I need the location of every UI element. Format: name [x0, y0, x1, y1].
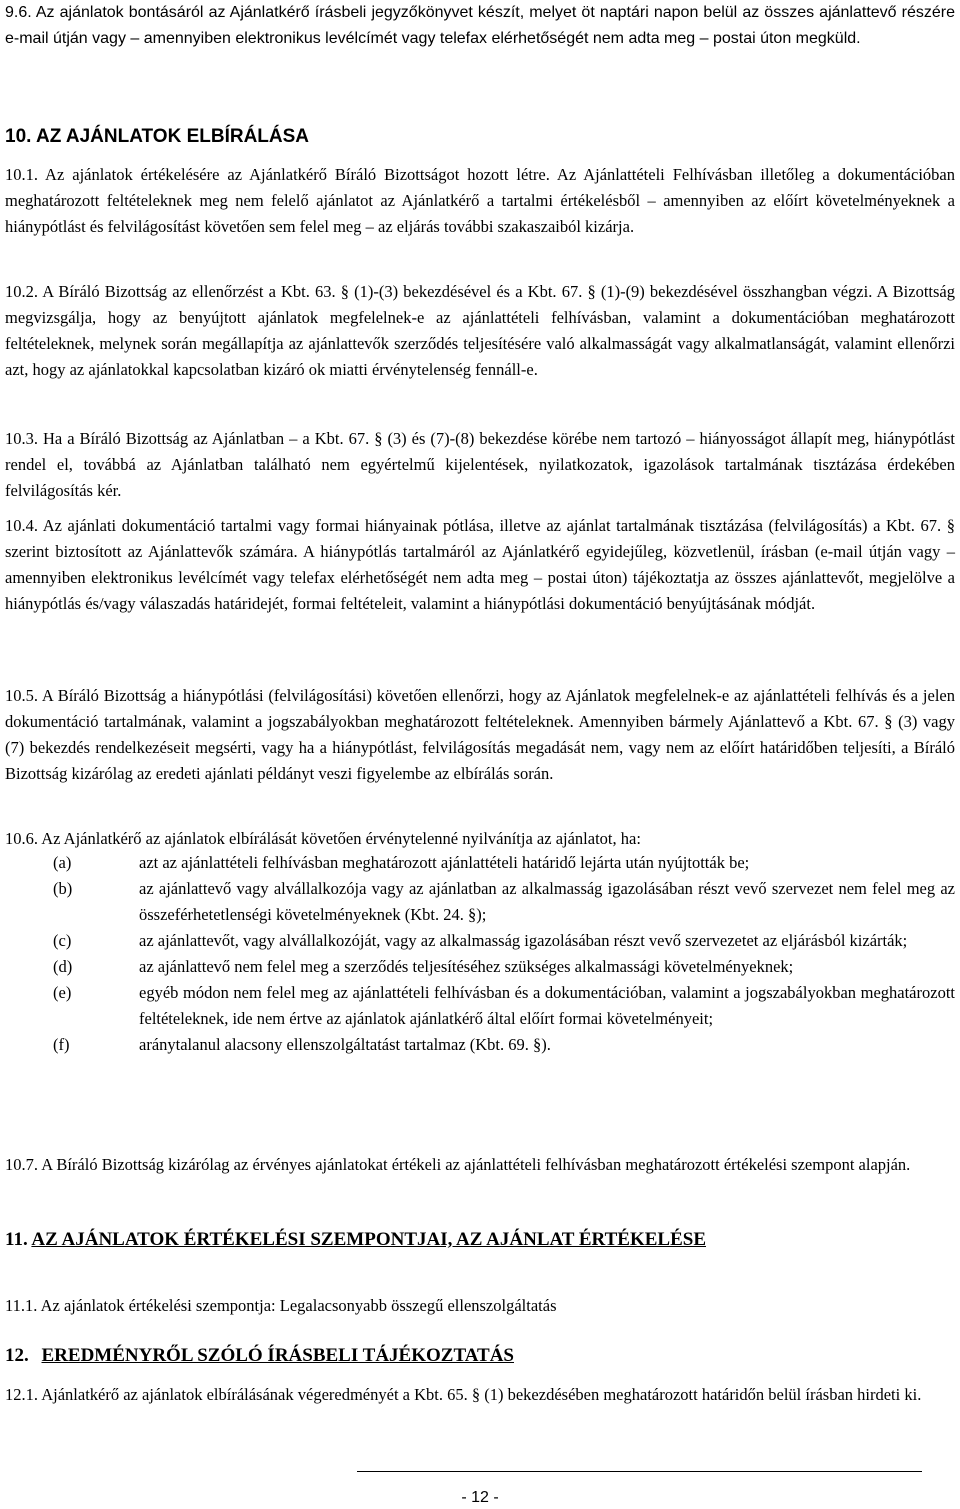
list-item-text: aránytalanul alacsony ellenszolgáltatást tartalmaz (Kbt. 69. §).: [139, 1035, 551, 1054]
list-item-text: az ajánlattevő nem felel meg a szerződés teljesítéséhez szükséges alkalmassági követelményeknek;: [139, 957, 794, 976]
list-item-label: (a): [53, 853, 72, 872]
paragraph-10-7: 10.7. A Bíráló Bizottság kizárólag az érvényes ajánlatokat értékeli az ajánlattételi felhívásban meghatározott értékelési szempont alapján.: [5, 1155, 911, 1174]
list-item-text: azt az ajánlattételi felhívásban meghatározott ajánlattételi határidő lejárta után nyújtották be;: [139, 853, 750, 872]
list-item-text: az ajánlattevő vagy alvállalkozója vagy az ajánlatban az alkalmasság igazolásában részt vevő szervezet nem felel meg az összeférhetetlenségi követelményeknek (Kbt. 24. §);: [139, 879, 955, 924]
list-item: [51, 850, 955, 876]
footer-divider: [357, 1471, 922, 1472]
paragraph-10-4: 10.4. Az ajánlati dokumentáció tartalmi vagy formai hiányainak pótlása, illetve az ajánlat tartalmának tisztázása (felvilágosítás) a Kbt. 67. § szerint biztosított az Ajánlattevők számára. A hiánypótlás tartalmáról az Ajánlatkérő egyidejűleg, közvetlenül, írásban (e-mail útján vagy – amennyiben elektronikus levélcímét vagy telefax elérhetőségét nem adta meg – postai úton) tájékoztatja az összes ajánlattevőt, megjelölve a hiánypótlás és/vagy válaszadás határidejét, formai feltételeit, valamint a hiánypótlási dokumentáció benyújtásának módját.: [5, 516, 955, 613]
section-heading-12-number: 12.: [5, 1345, 29, 1366]
list-item-text: az ajánlattevőt, vagy alvállalkozóját, vagy az alkalmasság igazolásában részt vevő szervezetet az eljárásból kizárták;: [139, 931, 908, 950]
paragraph-10-2: 10.2. A Bíráló Bizottság az ellenőrzést a Kbt. 63. § (1)-(3) bekezdésével és a Kbt. 67. § (1)-(9) bekezdésével összhangban végzi. A Bizottság megvizsgálja, hogy az benyújtott ajánlatok megfelelnek-e az ajánlattételi felhívásban, valamint a dokumentációban meghatározott feltételeknek, melynek során megállapítja az ajánlattevők szerződés teljesítésére való alkalmasságát vagy alkalmatlanságát, valamint ellenőrzi azt, hogy az ajánlatokkal kapcsolatban kizáró ok miatti érvénytelenség fennáll-e.: [5, 282, 955, 379]
list-item: [51, 1032, 955, 1058]
paragraph-12-1: 12.1. Ajánlatkérő az ajánlatok elbírálásának végeredményét a Kbt. 65. § (1) bekezdésében meghatározott határidőn belül írásban hirdeti ki.: [5, 1385, 922, 1404]
list-item-label: (e): [53, 983, 72, 1002]
page-number: - 12 -: [461, 1489, 499, 1506]
list-item-label: (f): [53, 1035, 70, 1054]
list-item: [51, 928, 955, 954]
list-item: [51, 954, 955, 980]
section-heading-11-title: AZ AJÁNLATOK ÉRTÉKELÉSI SZEMPONTJAI, AZ AJÁNLAT ÉRTÉKELÉSE: [31, 1229, 706, 1250]
paragraph-9-6: 9.6. Az ajánlatok bontásáról az Ajánlatkérő írásbeli jegyzőkönyvet készít, melyet öt naptári napon belül az összes ajánlattevő részére e-mail útján vagy – amennyiben elektronikus levélcímét vagy telefax elérhetőségét nem adta meg – postai úton megküld.: [5, 4, 955, 47]
section-heading-11-number: 11.: [5, 1229, 28, 1250]
list-item: [51, 876, 955, 928]
list-item-text: egyéb módon nem felel meg az ajánlattételi felhívásban és a dokumentációban, valamint a jogszabályokban meghatározott feltételeknek, ide nem értve az ajánlatok ajánlatkérő által előírt formai követelményeit;: [139, 983, 955, 1028]
invalidity-list: [51, 850, 955, 1058]
section-heading-12-title: EREDMÉNYRŐL SZÓLÓ ÍRÁSBELI TÁJÉKOZTATÁS: [41, 1345, 514, 1366]
list-item-label: (b): [53, 879, 73, 898]
list-item-label: (d): [53, 957, 73, 976]
paragraph-10-3: 10.3. Ha a Bíráló Bizottság az Ajánlatban – a Kbt. 67. § (3) és (7)-(8) bekezdése körébe nem tartozó – hiányosságot állapít meg, hiánypótlást rendel el, továbbá az Ajánlatban található nem egyértelmű kijelentések, nyilatkozatok, igazolások tartalmának tisztázása érdekében felvilágosítás kér.: [5, 429, 955, 500]
section-heading-11: [5, 1227, 706, 1253]
paragraph-11-1: 11.1. Az ajánlatok értékelési szempontja: Legalacsonyabb összegű ellenszolgáltatás: [5, 1296, 557, 1315]
section-heading-12: [5, 1343, 514, 1369]
list-item: [51, 980, 955, 1032]
paragraph-10-1: 10.1. Az ajánlatok értékelésére az Ajánlatkérő Bíráló Bizottságot hozott létre. Az Ajánlattételi Felhívásban illetőleg a dokumentációban meghatározott feltételeknek meg nem felelő ajánlatot az Ajánlatkérő a tartalmi értékelésből – amennyiben az előírt követelményeknek a hiánypótlást és felvilágosítást követően sem felel meg – az eljárás további szakaszaiból kizárja.: [5, 165, 955, 236]
section-heading-10: 10. AZ AJÁNLATOK ELBÍRÁLÁSA: [5, 126, 310, 147]
list-item-label: (c): [53, 931, 72, 950]
paragraph-10-6: 10.6. Az Ajánlatkérő az ajánlatok elbírálását követően érvénytelenné nyilvánítja az ajánlatot, ha:: [5, 829, 641, 848]
paragraph-10-5: 10.5. A Bíráló Bizottság a hiánypótlási (felvilágosítási) követően ellenőrzi, hogy az Ajánlatok megfelelnek-e az ajánlattételi felhívás és a jelen dokumentáció tartalmának, valamint a jogszabályokban meghatározott feltételeknek. Amennyiben bármely Ajánlattevő a Kbt. 67. § (3) vagy (7) bekezdés rendelkezéseit megsérti, vagy ha a hiánypótlást, felvilágosítás megadását nem, vagy nem az előírt határidőben teljesíti, a Bíráló Bizottság kizárólag az eredeti ajánlati példányt veszi figyelembe az elbírálás során.: [5, 686, 955, 783]
